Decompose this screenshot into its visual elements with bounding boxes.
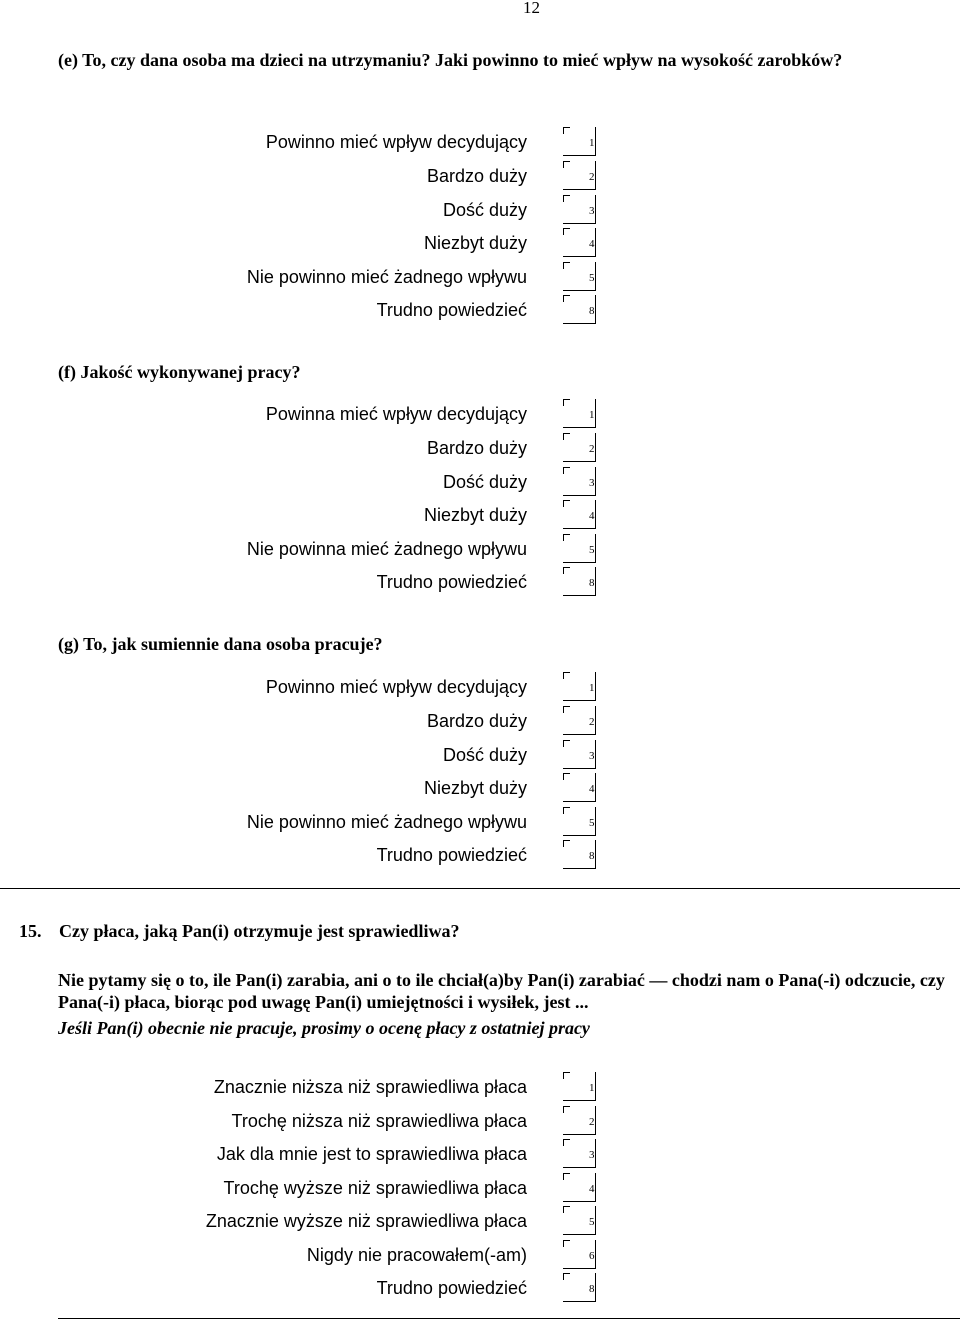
- option-row[interactable]: [0, 1106, 600, 1136]
- option-code: 8: [589, 577, 595, 589]
- option-row[interactable]: [0, 807, 600, 837]
- question-15-instruction: Jeśli Pan(i) obecnie nie pracuje, prosimy o ocenę płacy z ostatniej pracy: [58, 1018, 590, 1038]
- option-code: 8: [589, 850, 595, 862]
- option-code: 5: [589, 544, 595, 556]
- question-15-heading: [19, 921, 459, 942]
- option-label: Bardzo duży: [426, 438, 527, 458]
- option-row[interactable]: [0, 500, 600, 530]
- option-row[interactable]: [0, 467, 600, 497]
- option-label: Dość duży: [442, 200, 527, 220]
- answer-box[interactable]: [563, 1106, 596, 1135]
- question-f-text: (f) Jakość wykonywanej pracy?: [58, 362, 301, 382]
- question-e-text: (e) To, czy dana osoba ma dzieci na utrzymaniu? Jaki powinno to mieć wpływ na wysokość zarobków?: [58, 50, 843, 70]
- answer-box[interactable]: [563, 567, 596, 596]
- option-code: 2: [589, 716, 595, 728]
- option-code: 2: [589, 171, 595, 183]
- question-text: Czy płaca, jaką Pan(i) otrzymuje jest sprawiedliwa?: [59, 921, 460, 941]
- page-bottom-rule: [58, 1318, 960, 1319]
- option-label: Trudno powiedzieć: [376, 845, 527, 865]
- option-code: 1: [589, 1082, 595, 1094]
- page-number: 12: [523, 0, 540, 17]
- option-row[interactable]: [0, 161, 600, 191]
- option-label: Dość duży: [442, 745, 527, 765]
- answer-box[interactable]: [563, 195, 596, 224]
- option-label: Bardzo duży: [426, 166, 527, 186]
- question-number: 15.: [19, 921, 42, 941]
- option-code: 4: [589, 238, 595, 250]
- option-row[interactable]: [0, 773, 600, 803]
- option-label: Trochę niższa niż sprawiedliwa płaca: [231, 1111, 527, 1131]
- option-code: 1: [589, 682, 595, 694]
- answer-box[interactable]: [563, 127, 596, 156]
- option-label: Trudno powiedzieć: [376, 1278, 527, 1298]
- answer-box[interactable]: [563, 295, 596, 324]
- option-row[interactable]: [0, 740, 600, 770]
- option-row[interactable]: [0, 840, 600, 870]
- option-code: 5: [589, 272, 595, 284]
- option-code: 1: [589, 137, 595, 149]
- answer-box[interactable]: [563, 672, 596, 701]
- option-code: 8: [589, 305, 595, 317]
- option-label: Niezbyt duży: [423, 778, 527, 798]
- option-code: 6: [589, 1250, 595, 1262]
- option-row[interactable]: [0, 127, 600, 157]
- option-label: Jak dla mnie jest to sprawiedliwa płaca: [216, 1144, 527, 1164]
- option-code: 4: [589, 510, 595, 522]
- option-row[interactable]: [0, 262, 600, 292]
- option-row[interactable]: [0, 1273, 600, 1303]
- answer-box[interactable]: [563, 534, 596, 563]
- option-label: Nie powinna mieć żadnego wpływu: [246, 539, 527, 559]
- answer-box[interactable]: [563, 228, 596, 257]
- option-label: Powinno mieć wpływ decydujący: [265, 677, 527, 697]
- option-label: Znacznie wyższe niż sprawiedliwa płaca: [205, 1211, 527, 1231]
- answer-box[interactable]: [563, 1273, 596, 1302]
- answer-box[interactable]: [563, 740, 596, 769]
- answer-box[interactable]: [563, 500, 596, 529]
- option-row[interactable]: [0, 399, 600, 429]
- option-row[interactable]: [0, 228, 600, 258]
- option-row[interactable]: [0, 1173, 600, 1203]
- answer-box[interactable]: [563, 1139, 596, 1168]
- option-label: Dość duży: [442, 472, 527, 492]
- answer-box[interactable]: [563, 706, 596, 735]
- option-code: 5: [589, 817, 595, 829]
- option-label: Nie powinno mieć żadnego wpływu: [246, 812, 527, 832]
- answer-box[interactable]: [563, 467, 596, 496]
- answer-box[interactable]: [563, 840, 596, 869]
- option-code: 3: [589, 477, 595, 489]
- option-row[interactable]: [0, 1240, 600, 1270]
- option-row[interactable]: [0, 1206, 600, 1236]
- option-label: Trochę wyższe niż sprawiedliwa płaca: [223, 1178, 527, 1198]
- option-label: Powinno mieć wpływ decydujący: [265, 132, 527, 152]
- answer-box[interactable]: [563, 1206, 596, 1235]
- option-row[interactable]: [0, 433, 600, 463]
- answer-box[interactable]: [563, 1072, 596, 1101]
- option-label: Bardzo duży: [426, 711, 527, 731]
- option-code: 1: [589, 409, 595, 421]
- option-label: Nie powinno mieć żadnego wpływu: [246, 267, 527, 287]
- option-row[interactable]: [0, 195, 600, 225]
- option-row[interactable]: [0, 706, 600, 736]
- option-row[interactable]: [0, 295, 600, 325]
- answer-box[interactable]: [563, 433, 596, 462]
- option-row[interactable]: [0, 534, 600, 564]
- answer-box[interactable]: [563, 262, 596, 291]
- option-row[interactable]: [0, 672, 600, 702]
- question-15-note: Nie pytamy się o to, ile Pan(i) zarabia, ani o to ile chciał(a)by Pan(i) zarabiać — chodzi nam o Pana(-i) odczucie, czy Pana(-i) płaca, biorąc pod uwagę Pan(i) umiejętności i wysiłek, jest ...: [58, 970, 945, 1012]
- answer-box[interactable]: [563, 807, 596, 836]
- answer-box[interactable]: [563, 161, 596, 190]
- option-label: Znacznie niższa niż sprawiedliwa płaca: [213, 1077, 527, 1097]
- option-code: 4: [589, 1183, 595, 1195]
- answer-box[interactable]: [563, 399, 596, 428]
- option-label: Trudno powiedzieć: [376, 300, 527, 320]
- option-code: 5: [589, 1216, 595, 1228]
- option-code: 2: [589, 443, 595, 455]
- section-divider: [0, 888, 960, 889]
- option-code: 3: [589, 205, 595, 217]
- option-label: Powinna mieć wpływ decydujący: [265, 404, 527, 424]
- option-code: 4: [589, 783, 595, 795]
- question-g-text: (g) To, jak sumiennie dana osoba pracuje?: [58, 634, 383, 654]
- answer-box[interactable]: [563, 1240, 596, 1269]
- option-code: 2: [589, 1116, 595, 1128]
- option-row[interactable]: [0, 1072, 600, 1102]
- option-code: 8: [589, 1283, 595, 1295]
- option-code: 3: [589, 750, 595, 762]
- option-row[interactable]: [0, 1139, 600, 1169]
- option-row[interactable]: [0, 567, 600, 597]
- option-label: Nigdy nie pracowałem(-am): [306, 1245, 527, 1265]
- option-label: Trudno powiedzieć: [376, 572, 527, 592]
- answer-box[interactable]: [563, 1173, 596, 1202]
- option-label: Niezbyt duży: [423, 233, 527, 253]
- option-label: Niezbyt duży: [423, 505, 527, 525]
- answer-box[interactable]: [563, 773, 596, 802]
- option-code: 3: [589, 1149, 595, 1161]
